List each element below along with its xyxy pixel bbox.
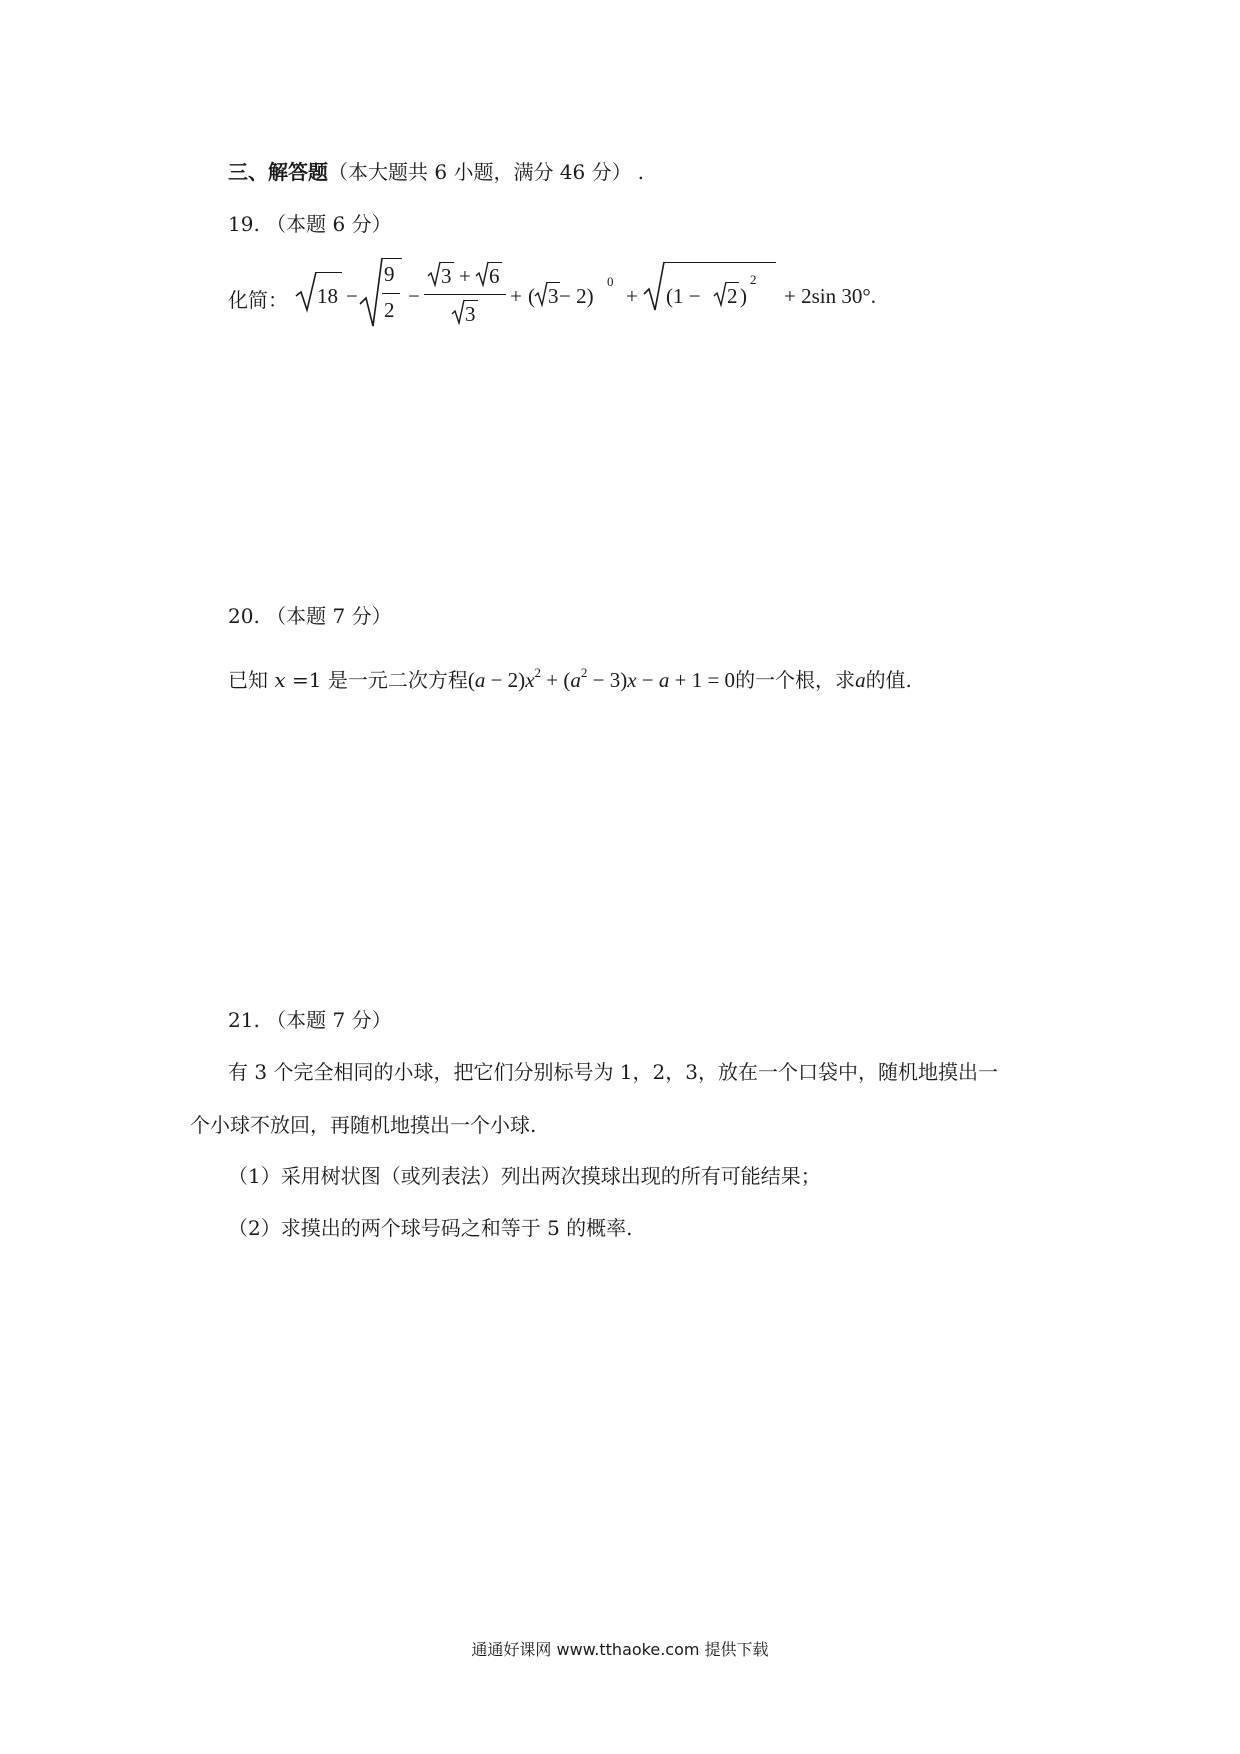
- q19-lead: 化简：: [228, 288, 288, 312]
- section-dot: .: [637, 160, 644, 184]
- q21-header: 21. （本题 7 分）: [228, 1008, 392, 1032]
- q19-term4-open: (: [528, 284, 535, 308]
- q19-plus1: +: [510, 284, 522, 308]
- q19-header: 19. （本题 6 分）: [228, 212, 392, 236]
- fraction-bar: [382, 293, 400, 294]
- radical-bar: [464, 300, 478, 301]
- q19-term5-inner: 2: [727, 284, 738, 308]
- eq-var-x: x: [525, 668, 535, 692]
- eq-var-a: a: [474, 668, 486, 692]
- q20-header: 20. （本题 7 分）: [228, 604, 392, 628]
- q20-text-a: 已知: [228, 668, 275, 692]
- radical-sign: [452, 300, 464, 324]
- section-heading: [228, 158, 644, 186]
- eq-part: − 3): [587, 668, 628, 692]
- eq-part: (: [467, 668, 475, 692]
- q19-term2-den: 2: [384, 298, 395, 322]
- radical-bar: [382, 258, 402, 259]
- q19-term3-b: 6: [489, 264, 500, 288]
- q19-plus2: +: [626, 284, 638, 308]
- radical-sign: [428, 262, 440, 286]
- radical-bar: [440, 262, 454, 263]
- eq-var-x: x: [627, 668, 637, 692]
- q20-statement: [228, 666, 912, 697]
- q21-sub2: （2）求摸出的两个球号码之和等于 5 的概率.: [228, 1216, 633, 1240]
- eq-exponent: 2: [534, 665, 542, 680]
- radical-bar: [488, 262, 502, 263]
- q19-term4-inner: 3: [548, 284, 559, 308]
- q19-term3-den: 3: [465, 302, 476, 326]
- q21-line2: 个小球不放回，再随机地摸出一个小球.: [190, 1113, 537, 1137]
- radical-sign: [714, 282, 726, 306]
- radical-sign: [360, 258, 382, 328]
- q20-text-b: =1 是一元二次方程: [285, 668, 468, 692]
- q20-text-c: 的一个根，求: [735, 668, 856, 692]
- q19-term4-rest: − 2): [559, 284, 594, 308]
- eq-part: − 2): [485, 668, 526, 692]
- page-footer: 通通好课网 www.tthaoke.com 提供下载: [471, 1640, 769, 1659]
- q19-term5-open: (1 −: [666, 284, 701, 308]
- q20-var-x: x: [274, 668, 286, 692]
- q19-term4-exp: 0: [607, 274, 614, 289]
- fraction-bar: [424, 294, 506, 295]
- eq-var-a: a: [658, 668, 670, 692]
- radical-sign: [644, 262, 664, 312]
- eq-exponent: 2: [580, 665, 588, 680]
- q19-term3-plus: +: [459, 264, 471, 288]
- q19-term2-num: 9: [384, 262, 395, 286]
- section-note: （本大题共 6 小题，满分 46 分）: [328, 160, 632, 184]
- eq-part: + (: [541, 668, 571, 692]
- eq-part: + 1 = 0: [669, 668, 736, 692]
- q21-sub1: （1）采用树状图（或列表法）列出两次摸球出现的所有可能结果；: [228, 1164, 821, 1188]
- eq-var-a: a: [570, 668, 581, 692]
- q19-tail: + 2sin 30°.: [784, 284, 876, 308]
- section-title: 三、解答题: [228, 160, 328, 184]
- q19-term5-close: ): [740, 284, 747, 308]
- q19-term3-a: 3: [441, 264, 452, 288]
- q19-minus1: −: [346, 284, 358, 308]
- q20-equation: [467, 665, 736, 692]
- radical-sign: [476, 262, 488, 286]
- radical-bar: [726, 282, 739, 283]
- q19-minus2: −: [408, 284, 420, 308]
- q21-line1: 有 3 个完全相同的小球，把它们分别标号为 1，2，3，放在一个口袋中，随机地摸出一: [228, 1060, 998, 1084]
- radical-sign: [296, 272, 316, 312]
- q19-term1: 18: [317, 284, 338, 308]
- radical-bar: [664, 262, 776, 263]
- q20-text-d: 的值.: [865, 668, 912, 692]
- eq-part: −: [636, 668, 659, 692]
- q20-var-a: a: [855, 668, 866, 692]
- radical-bar: [547, 282, 560, 283]
- radical-sign: [535, 282, 547, 306]
- radical-bar: [316, 272, 342, 273]
- q19-term5-exp: 2: [750, 272, 757, 287]
